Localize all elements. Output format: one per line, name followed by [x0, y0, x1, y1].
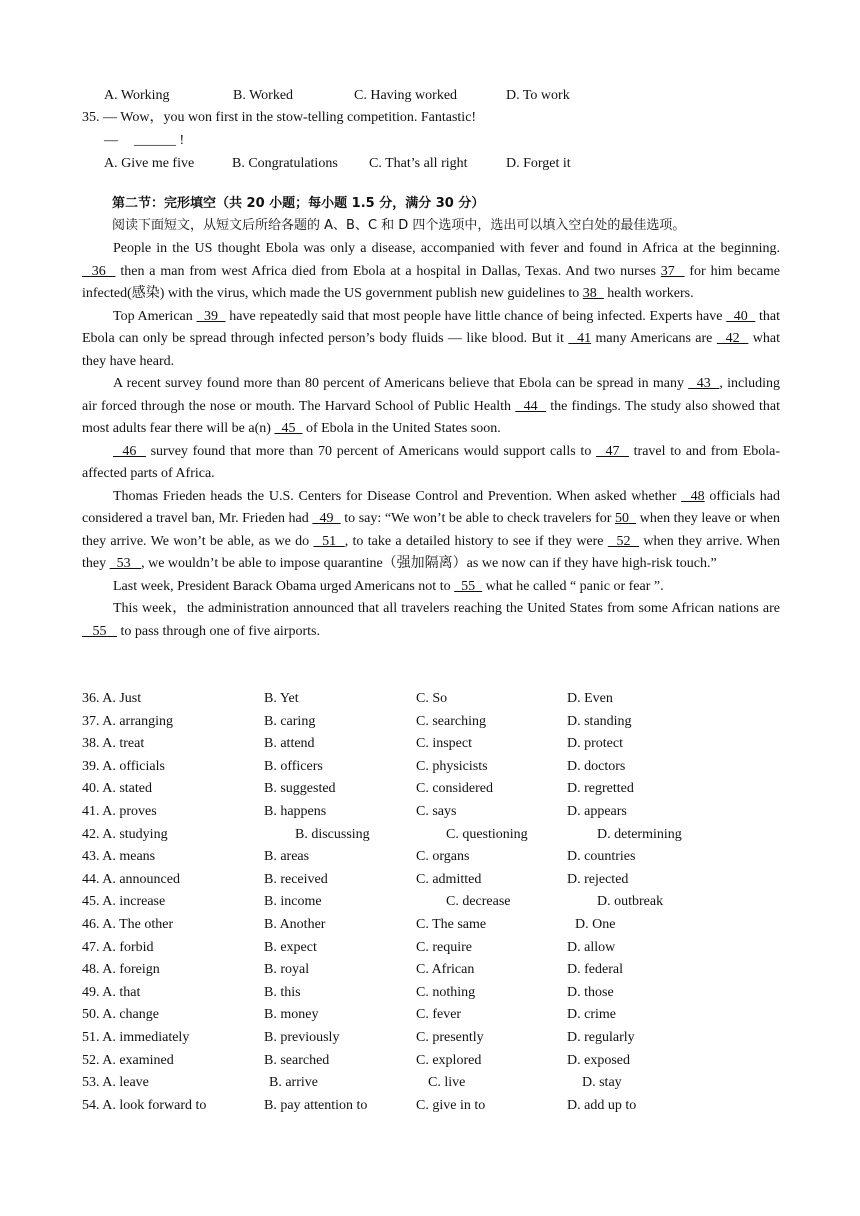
option-a: 53. A. leave [82, 1075, 149, 1091]
option-b: B. expect [264, 939, 317, 955]
option-a: 51. A. immediately [82, 1029, 190, 1045]
options-row-44 [82, 869, 782, 892]
option-c: C. admitted [416, 871, 482, 887]
option-b: B. previously [264, 1029, 340, 1045]
blank-53: 53 [109, 556, 142, 571]
blank-54: 55 [454, 578, 483, 594]
passage-paragraph-6: Last week, President Barack Obama urged Americans not to 55 what he called “ panic or fear ”. [113, 578, 664, 594]
option-c: C. live [428, 1075, 466, 1091]
blank-52: 52 [607, 533, 640, 549]
cloze-passage [82, 238, 780, 643]
option-b: B. suggested [264, 781, 336, 797]
blank-44: 44 [515, 398, 547, 414]
option-a: 38. A. treat [82, 736, 145, 752]
option-d: D. those [567, 984, 614, 1000]
q34-option-a: A. Working [104, 88, 170, 103]
cloze-options [82, 688, 782, 1117]
option-c: C. require [416, 939, 472, 955]
q35-option-a: A. Give me five [104, 156, 195, 171]
option-a: 52. A. examined [82, 1052, 174, 1068]
option-a: 44. A. announced [82, 871, 180, 887]
option-a: 45. A. increase [82, 894, 166, 910]
blank-46: 46 [113, 443, 146, 459]
passage-paragraph-7: This week，the administration announced that all travelers reaching the United States from some African nations are 55 to pass through one of five airports. [82, 601, 780, 639]
options-row-43 [82, 846, 782, 869]
blank-36: 36 [82, 263, 116, 279]
q34-option-c: C. Having worked [354, 88, 458, 103]
option-c: C. fever [416, 1007, 462, 1023]
option-d: D. regretted [567, 781, 634, 797]
blank-42: 42 [716, 331, 749, 346]
blank-55: 55 [82, 623, 117, 639]
option-b: B. discussing [295, 826, 370, 842]
option-d: D. crime [567, 1007, 616, 1023]
blank-37: 37 [660, 263, 685, 279]
option-d: D. One [575, 916, 616, 932]
option-b: B. income [264, 894, 322, 910]
option-a: 41. A. proves [82, 803, 157, 819]
option-d: D. rejected [567, 871, 629, 887]
option-d: D. Even [567, 691, 613, 706]
option-b: B. areas [264, 849, 310, 865]
option-d: D. determining [597, 826, 682, 842]
passage-paragraph-2: Top American 39 have repeatedly said that most people have little chance of being infected. Experts have 40 that Ebola can only be spread through infected person’s body fluids — like blood. But it 41 many Americans are 42 what they have heard. [82, 308, 781, 369]
option-d: D. add up to [567, 1097, 637, 1113]
option-d: D. regularly [567, 1029, 635, 1045]
option-a: 48. A. foreign [82, 962, 160, 978]
options-row-53 [82, 1072, 782, 1095]
option-c: C. considered [416, 781, 493, 797]
blank-47: 47 [596, 443, 629, 459]
blank-38: 38 [582, 286, 604, 301]
option-b: B. arrive [269, 1075, 318, 1091]
option-a: 43. A. means [82, 849, 156, 865]
blank-39: 39 [196, 308, 226, 324]
options-row-52 [82, 1050, 782, 1073]
option-b: B. royal [264, 962, 310, 978]
options-row-49 [82, 982, 782, 1005]
option-a: 36. A. Just [82, 691, 142, 706]
passage-paragraph-4: 46 survey found that more than 70 percent of Americans would support calls to 47 travel to and from Ebola-affected parts of Africa. [82, 443, 781, 481]
options-row-50 [82, 1004, 782, 1027]
blank-40: 40 [726, 308, 756, 324]
options-row-42 [82, 824, 782, 847]
option-a: 37. A. arranging [82, 713, 173, 729]
options-row-46 [82, 914, 782, 937]
option-d: D. outbreak [597, 894, 664, 910]
blank-43: 43 [688, 376, 720, 391]
q34-option-d: D. To work [506, 88, 570, 103]
option-b: B. pay attention to [264, 1097, 368, 1113]
passage-paragraph-5: Thomas Frieden heads the U.S. Centers for Disease Control and Prevention. When asked whether 48 officials had considered a travel ban, Mr. Frieden had 49 to say: “We won’t be able to check travelers for 50 when they leave or when they arrive. We won’t be able, as we do 51 , to take a detailed history to see if they were 52 when they arrive. When they 53 , we wouldn’t be able to impose quarantine（强加隔离）as we now can if they have high-risk touch.” [82, 488, 781, 571]
option-a: 50. A. change [82, 1007, 159, 1023]
option-c: C. give in to [416, 1097, 486, 1113]
q35-option-c: C. That’s all right [369, 156, 468, 171]
q35-reply-blank: ______ ! [134, 133, 185, 148]
passage-paragraph-3: A recent survey found more than 80 percent of Americans believe that Ebola can be spread in many 43 , including air forced through the nose or mouth. The Harvard School of Public Health 44 the findings. The study also showed that most adults fear there will be a(n) 45 of Ebola in the United States soon. [82, 376, 780, 436]
option-d: D. countries [567, 849, 636, 865]
option-d: D. federal [567, 962, 623, 978]
options-row-36 [82, 688, 782, 711]
option-c: C. physicists [416, 758, 488, 774]
option-c: C. says [416, 803, 457, 819]
options-row-51 [82, 1027, 782, 1050]
blank-49: 49 [312, 511, 341, 526]
q35-stem: 35. — Wow，you won first in the stow-telling competition. Fantastic! [82, 110, 477, 125]
option-a: 54. A. look forward to [82, 1097, 207, 1113]
option-b: B. officers [264, 758, 323, 774]
q35-reply-dash: — [104, 133, 118, 148]
option-d: D. appears [567, 803, 627, 819]
option-a: 40. A. stated [82, 781, 152, 797]
option-b: B. received [264, 871, 328, 887]
q34-option-b: B. Worked [233, 88, 294, 103]
option-a: 49. A. that [82, 984, 141, 1000]
option-c: C. explored [416, 1052, 482, 1068]
options-row-37 [82, 711, 782, 734]
option-b: B. this [264, 984, 301, 1000]
options-row-45 [82, 891, 782, 914]
option-c: C. decrease [446, 894, 511, 910]
option-a: 42. A. studying [82, 826, 168, 842]
option-c: C. African [416, 962, 475, 978]
option-d: D. stay [582, 1075, 622, 1091]
option-d: D. doctors [567, 758, 626, 774]
q35-option-b: B. Congratulations [232, 156, 338, 171]
option-b: B. searched [264, 1052, 330, 1068]
blank-41: 41 [568, 331, 592, 346]
option-b: B. attend [264, 736, 315, 752]
section-instruction: 阅读下面短文，从短文后所给各题的 A、B、C 和 D 四个选项中，选出可以填入空白处的最佳选项。 [112, 218, 686, 233]
blank-50: 50 [615, 511, 637, 526]
options-row-41 [82, 801, 782, 824]
options-row-39 [82, 756, 782, 779]
option-c: C. searching [416, 713, 486, 729]
option-c: C. nothing [416, 984, 476, 1000]
option-b: B. money [264, 1007, 319, 1023]
options-row-48 [82, 959, 782, 982]
option-c: C. questioning [446, 826, 528, 842]
options-row-47 [82, 937, 782, 960]
option-d: D. standing [567, 713, 632, 729]
q35-option-d: D. Forget it [506, 156, 571, 171]
blank-51: 51 [313, 533, 345, 549]
option-d: D. allow [567, 939, 616, 955]
blank-48: 48 [681, 488, 705, 504]
passage-paragraph-1: People in the US thought Ebola was only a disease, accompanied with fever and found in Africa at the beginning. 36 then a man from west Africa died from Ebola at a hospital in Dallas, Texas. And two nurses 37 for him became infected(感染) with the virus, which made the US government publish new guidelines to 38 health workers. [82, 241, 780, 301]
option-c: C. presently [416, 1029, 484, 1045]
option-b: B. Another [264, 916, 326, 932]
options-row-40 [82, 778, 782, 801]
option-d: D. protect [567, 736, 623, 752]
option-c: C. The same [416, 916, 487, 932]
option-d: D. exposed [567, 1052, 630, 1068]
option-a: 46. A. The other [82, 916, 174, 932]
option-b: B. Yet [264, 691, 299, 706]
options-row-38 [82, 733, 782, 756]
option-a: 47. A. forbid [82, 939, 154, 955]
option-c: C. inspect [416, 736, 472, 752]
option-a: 39. A. officials [82, 758, 165, 774]
option-b: B. caring [264, 713, 316, 729]
blank-45: 45 [274, 421, 303, 436]
option-c: C. organs [416, 849, 470, 865]
option-b: B. happens [264, 803, 327, 819]
section-heading: 第二节：完形填空（共 20 小题；每小题 1.5 分，满分 30 分） [112, 196, 485, 211]
option-c: C. So [416, 691, 448, 706]
options-row-54 [82, 1095, 782, 1118]
